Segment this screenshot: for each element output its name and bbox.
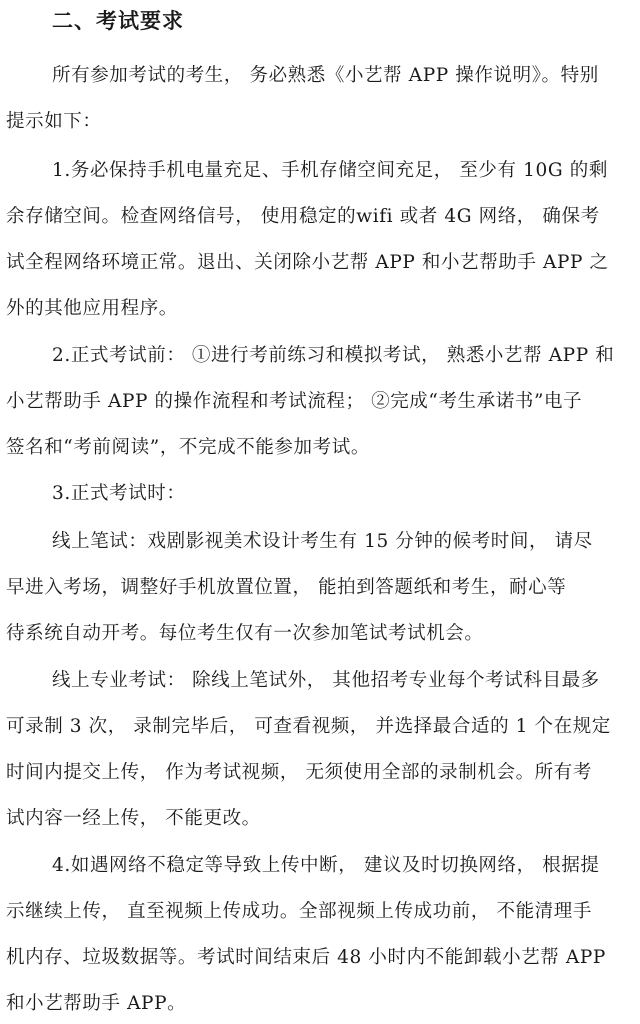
paragraph-5-line-1: 线上笔试：戏剧影视美术设计考生有 15 分钟的候考时间， 请尽 — [52, 531, 593, 552]
paragraph-3-line-2: 小艺帮助手 APP 的操作流程和考试流程； ②完成“考生承诺书”电子 — [6, 391, 583, 412]
paragraph-6-line-2: 可录制 3 次， 录制完毕后， 可查看视频， 并选择最合适的 1 个在规定 — [6, 716, 611, 737]
paragraph-5-line-3: 待系统自动开考。每位考生仅有一次参加笔试考试机会。 — [6, 623, 484, 644]
paragraph-6-line-1: 线上专业考试： 除线上笔试外， 其他招考专业每个考试科目最多 — [52, 670, 600, 691]
paragraph-7-line-3: 机内存、垃圾数据等。考试时间结束后 48 小时内不能卸载小艺帮 APP — [6, 947, 606, 968]
paragraph-7-line-1: 4.如遇网络不稳定等导致上传中断， 建议及时切换网络， 根据提 — [52, 855, 600, 876]
paragraph-3-line-1: 2.正式考试前： ①进行考前练习和模拟考试， 熟悉小艺帮 APP 和 — [52, 345, 615, 366]
section-heading: 二、考试要求 — [52, 9, 184, 33]
paragraph-6-line-4: 试内容一经上传， 不能更改。 — [6, 808, 261, 829]
paragraph-2-line-1: 1.务必保持手机电量充足、手机存储空间充足， 至少有 10G 的剩 — [52, 160, 608, 181]
paragraph-2-line-3: 试全程网络环境正常。退出、关闭除小艺帮 APP 和小艺帮助手 APP 之 — [6, 252, 609, 273]
paragraph-4-line-1: 3.正式考试时： — [52, 483, 186, 504]
paragraph-3-line-3: 签名和“考前阅读”，不完成不能参加考试。 — [6, 437, 370, 458]
paragraph-1-line-2: 提示如下： — [6, 111, 102, 132]
paragraph-1-line-1: 所有参加考试的考生， 务必熟悉《小艺帮 APP 操作说明》。特别 — [52, 65, 599, 86]
paragraph-7-line-4: 和小艺帮助手 APP。 — [6, 993, 187, 1014]
paragraph-7-line-2: 示继续上传， 直至视频上传成功。全部视频上传成功前， 不能清理手 — [6, 901, 592, 922]
paragraph-2-line-4: 外的其他应用程序。 — [6, 298, 178, 319]
paragraph-6-line-3: 时间内提交上传， 作为考试视频， 无须使用全部的录制机会。所有考 — [6, 762, 592, 783]
paragraph-5-line-2: 早进入考场，调整好手机放置位置， 能拍到答题纸和考生，耐心等 — [6, 577, 567, 598]
paragraph-2-line-2: 余存储空间。检查网络信号， 使用稳定的wifi 或者 4G 网络， 确保考 — [6, 206, 600, 227]
